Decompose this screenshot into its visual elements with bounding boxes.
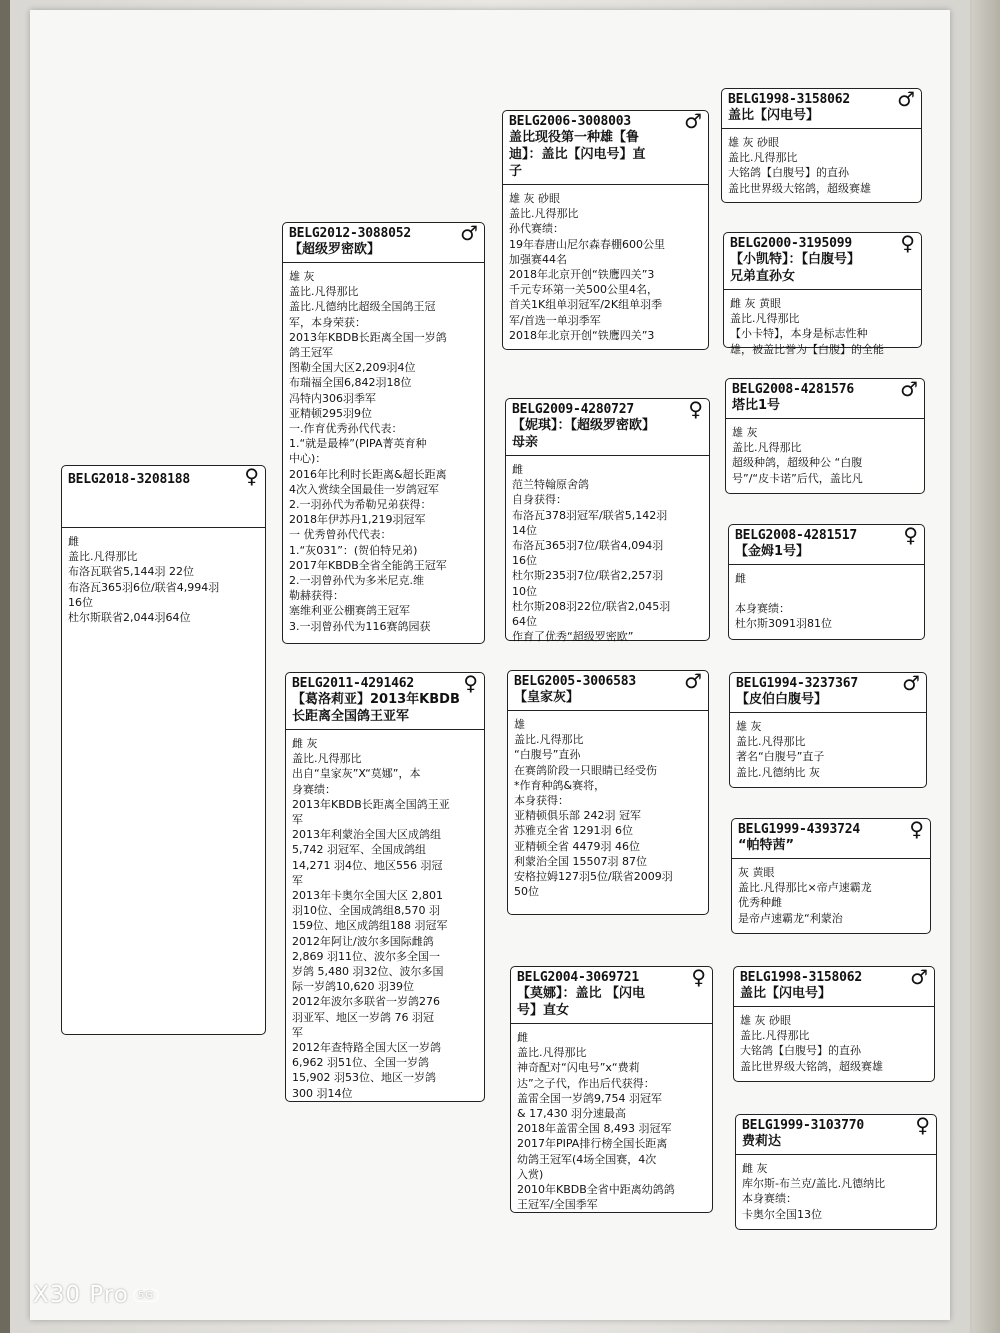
detail-line: 2013年KBDB长距离全国一岁鸽 <box>289 330 447 344</box>
detail-line: 入赏) <box>517 1167 544 1181</box>
card-details <box>722 129 921 202</box>
male-symbol-icon: ♂ <box>684 669 702 693</box>
card-header <box>724 233 921 290</box>
pedigree-card <box>729 672 927 788</box>
detail-line: 布洛瓦365羽6位/联省4,994羽 <box>68 580 220 594</box>
card-title-line: 【皮伯白腹号】 <box>736 692 828 707</box>
detail-line: 2013年卡奥尔全国大区 2,801 <box>292 889 443 903</box>
detail-line: 超级种鸽，超级种公 “白腹 <box>732 456 863 470</box>
detail-line: 雄 <box>514 718 525 731</box>
detail-line: 塞维利亚公棚赛鸽王冠军 <box>289 604 410 618</box>
card-title-line: 盖比现役第一种雄【鲁 <box>509 130 640 145</box>
detail-line: 苏雅克全省 1291羽 6位 <box>514 824 633 838</box>
detail-line: 2017年PIPA排行榜全国长距离 <box>517 1137 668 1151</box>
card-details <box>503 185 708 349</box>
detail-line: 优秀种雌 <box>738 896 782 910</box>
card-details <box>62 528 265 631</box>
detail-line: 雄，被盖比誉为【白腹】的全能 <box>730 342 884 356</box>
detail-line: 亚精顿俱乐部 242羽 冠军 <box>514 809 641 823</box>
detail-line: 军/首选一单羽季军 <box>509 313 601 327</box>
pedigree-card <box>510 966 713 1213</box>
detail-line: 雌 <box>512 463 523 476</box>
pedigree-card <box>502 110 709 350</box>
card-details <box>730 713 926 786</box>
card-header <box>508 671 708 711</box>
detail-line: 盖比.凡得那比×帝卢速霸龙 <box>738 881 872 895</box>
detail-line: 是帝卢速霸龙“利蒙治 <box>738 911 843 925</box>
card-details <box>286 730 484 1107</box>
card-title-line: 兄弟直孙女 <box>730 269 796 284</box>
card-title-line: 号】直女 <box>517 1003 570 1018</box>
detail-line: 盖比.凡得那比 <box>732 441 802 455</box>
detail-line: 雄 灰 砂眼 <box>740 1014 791 1027</box>
female-symbol-icon: ♀ <box>900 231 915 255</box>
female-symbol-icon: ♀ <box>903 523 918 547</box>
detail-line: 本身赛绩： <box>735 602 790 616</box>
detail-line: 盖比世界级大铭鸽，超级赛雄 <box>728 181 871 195</box>
detail-line: 布洛瓦联省5,144羽 22位 <box>68 565 194 579</box>
card-details <box>508 711 708 905</box>
card-title-line: 【葛洛莉亚】2013年KBDB <box>292 692 460 707</box>
detail-line: 2010年KBDB全省中距离幼鸽鸽 <box>517 1183 675 1197</box>
female-symbol-icon: ♀ <box>915 1113 930 1137</box>
detail-line: 16位 <box>512 554 537 568</box>
female-symbol-icon: ♀ <box>463 671 478 695</box>
detail-line: 亚精顿全省 4479羽 46位 <box>514 839 640 853</box>
male-symbol-icon: ♂ <box>910 965 928 989</box>
detail-line: 在赛鸽阶段一只眼睛已经受伤 <box>514 763 657 777</box>
detail-line: 5,742 羽冠军、全国成鸽组 <box>292 843 426 857</box>
detail-line: 一.作育优秀孙代代表： <box>289 422 403 436</box>
card-header <box>503 111 708 185</box>
card-title-line: 盖比【闪电号】 <box>728 108 820 123</box>
male-symbol-icon: ♂ <box>897 87 915 111</box>
detail-line: 雌 <box>735 572 746 585</box>
detail-line: 本身获得： <box>514 794 569 808</box>
detail-line: 64位 <box>512 615 537 629</box>
card-header <box>283 223 484 263</box>
detail-line: 1.“灰031”：(贺伯特兄弟) <box>289 543 418 557</box>
watermark-5g-badge: 5G <box>133 1289 159 1302</box>
pedigree-card <box>731 818 931 934</box>
card-title-line: 迪】：盖比【闪电号】直 <box>509 147 646 162</box>
card-details <box>736 1155 936 1228</box>
card-title-line: 【超级罗密欧】 <box>289 242 381 257</box>
detail-line: 盖比.凡得那比 <box>730 312 800 326</box>
pedigree-card <box>721 88 922 203</box>
detail-line: 2016年比利时长距离&超长距离 <box>289 467 447 481</box>
ring-number: BELG1999-4393724 <box>738 822 861 837</box>
card-details <box>734 1007 934 1080</box>
ring-number: BELG1998-3158062 <box>728 92 851 107</box>
detail-line: 159位、地区成鸽组188 羽冠军 <box>292 919 448 933</box>
ring-number: BELG2011-4291462 <box>292 676 415 691</box>
detail-line: 雌 灰 黄眼 <box>730 297 781 310</box>
card-title-line: 【莫娜】：盖比 【闪电 <box>517 986 646 1001</box>
detail-line: 雄 灰 <box>732 426 758 439</box>
detail-line: 大铭鸽【白腹号】的直孙 <box>740 1044 861 1058</box>
detail-line: 雌 灰 <box>742 1162 768 1175</box>
detail-line: 布瑞福全国6,842羽18位 <box>289 376 412 390</box>
detail-line: 孙代赛绩： <box>509 222 564 236</box>
detail-line: 羽10位、全国成鸽组8,570 羽 <box>292 904 440 918</box>
card-details <box>511 1024 712 1218</box>
detail-line: 军 <box>292 1025 303 1039</box>
detail-line: 一 优秀曾孙代代表： <box>289 528 392 542</box>
detail-line: 14位 <box>512 523 537 537</box>
detail-line: 雌 <box>517 1031 528 1044</box>
detail-line: 亚精顿295羽9位 <box>289 406 372 420</box>
detail-line: 盖比.凡得那比 <box>68 550 138 564</box>
card-title-line: 塔比1号 <box>732 398 781 413</box>
female-symbol-icon: ♀ <box>909 817 924 841</box>
detail-line: 雄 灰 <box>289 270 315 283</box>
detail-line: 著名“白腹号”直子 <box>736 750 825 764</box>
detail-line: 【小卡特】，本身是标志性种 <box>730 327 868 341</box>
detail-line: 加强赛44名 <box>509 252 567 266</box>
detail-line: 15,902 羽53位、地区一岁鸽 <box>292 1071 436 1085</box>
pedigree-card <box>735 1114 937 1230</box>
male-symbol-icon: ♂ <box>902 671 920 695</box>
card-header <box>726 379 924 419</box>
detail-line: 2013年利蒙治全国大区成鸽组 <box>292 828 441 842</box>
detail-line: 盖比.凡得那比 <box>289 285 359 299</box>
ring-number: BELG2008-4281517 <box>735 528 858 543</box>
pedigree-card <box>282 222 485 644</box>
card-title-line: “帕特茜” <box>738 838 795 853</box>
detail-line: 杜尔斯208羽22位/联省2,045羽 <box>512 599 671 613</box>
detail-line: 1.“就是最棒”(PIPA菁英育种 <box>289 437 427 451</box>
detail-line: 2018年伊苏丹1,219羽冠军 <box>289 513 426 527</box>
detail-line: 2018年北京开创“铁鹰四关”3 <box>509 268 655 282</box>
card-header <box>732 819 930 859</box>
detail-line: 盖比.凡得那比 <box>728 151 798 165</box>
detail-line: 300 羽14位 <box>292 1086 353 1100</box>
card-title-line: 费莉达 <box>742 1134 782 1149</box>
detail-line: 2.一羽孙代为希勒兄弟获得： <box>289 498 432 512</box>
detail-line: 身赛绩： <box>292 782 336 796</box>
card-header <box>286 673 484 730</box>
card-title-line: 【金姆1号】 <box>735 544 810 559</box>
card-header <box>511 967 712 1024</box>
detail-line: 神奇配对“闪电号”x“费莉 <box>517 1061 640 1075</box>
detail-line: 自身获得： <box>512 493 567 507</box>
detail-line: 雌 灰 <box>292 737 318 750</box>
female-symbol-icon: ♀ <box>244 464 259 488</box>
detail-line: 本身赛绩： <box>742 1192 797 1206</box>
card-title-line: 【皇家灰】 <box>514 690 580 705</box>
detail-line: 布洛瓦365羽7位/联省4,094羽 <box>512 539 664 553</box>
detail-line: 3.一羽曾孙代为116赛鸽园获 <box>289 619 431 633</box>
card-title-line: 母亲 <box>512 435 539 450</box>
male-symbol-icon: ♂ <box>460 221 478 245</box>
pedigree-card <box>733 966 935 1082</box>
ring-number: BELG1994-3237367 <box>736 676 859 691</box>
card-title-line: 子 <box>509 164 523 179</box>
watermark-brand: X30 Pro <box>33 1282 129 1308</box>
detail-line: 6,962 羽51位、全国一岁鸽 <box>292 1056 429 1070</box>
detail-line: 灰 黄眼 <box>738 866 775 879</box>
pedigree-card <box>725 378 925 494</box>
detail-line: 中心)： <box>289 452 327 466</box>
card-header <box>736 1115 936 1155</box>
card-details <box>724 290 921 363</box>
ring-number: BELG2012-3088052 <box>289 226 412 241</box>
pedigree-card <box>505 397 710 644</box>
detail-line: 岁鸽 5,480 羽32位、波尔多国 <box>292 965 444 979</box>
detail-line: 际一岁鸽10,620 羽39位 <box>292 980 414 994</box>
detail-line: 达”之子代，作出后代获得： <box>517 1076 655 1090</box>
detail-line: 2017年KBDB全省全能鸽王冠军 <box>289 558 447 572</box>
detail-line: 雄 灰 <box>736 720 762 733</box>
detail-line: 幼鸽王冠军(4场全国赛，4次 <box>517 1152 657 1166</box>
pedigree-card <box>507 670 709 915</box>
detail-line: 勒赫获得： <box>289 589 344 603</box>
female-symbol-icon: ♀ <box>688 397 703 421</box>
pedigree-card <box>723 231 922 356</box>
detail-line: 盖比.凡得那比 <box>292 752 362 766</box>
card-title-line: 盖比【闪电号】 <box>740 986 832 1001</box>
detail-line: 14,271 羽4位、地区556 羽冠 <box>292 858 443 872</box>
detail-line: 羽亚军、地区一岁鸽 76 羽冠 <box>292 1010 434 1024</box>
detail-line: 盖比.凡得那比 <box>517 1046 587 1060</box>
detail-line: 首关1K组单羽冠军/2K组单羽季 <box>509 298 663 312</box>
detail-line: 2013年KBDB长距离全国鸽王亚 <box>292 797 450 811</box>
detail-line: “白腹号”直孙 <box>514 748 581 762</box>
detail-line: 2012年阿让/波尔多国际雌鸽 <box>292 934 434 948</box>
detail-line: 军 <box>292 813 303 827</box>
detail-line: 布洛瓦378羽冠军/联省5,142羽 <box>512 508 668 522</box>
detail-line: 卡奥尔全国13位 <box>742 1207 822 1221</box>
card-title-line: 【妮琪】：【超级罗密欧】 <box>512 418 656 433</box>
detail-line: 利蒙治全国 15507羽 87位 <box>514 854 647 868</box>
detail-line: 盖比.凡得那比 <box>514 733 584 747</box>
detail-line: 盖比世界级大铭鸽，超级赛雄 <box>740 1059 883 1073</box>
pedigree-card <box>61 465 266 1035</box>
detail-line: 2018年盖雷全国 8,493 羽冠军 <box>517 1122 672 1136</box>
detail-line: 雄 灰 砂眼 <box>728 136 779 149</box>
detail-line: 盖比.凡得那比 <box>509 207 579 221</box>
detail-line: 鸽王冠军 <box>289 346 333 360</box>
detail-line <box>735 586 918 601</box>
ring-number: BELG2008-4281576 <box>732 382 855 397</box>
ring-number: BELG1999-3103770 <box>742 1118 865 1133</box>
card-details <box>506 456 709 650</box>
detail-line: 库尔斯-布兰克/盖比.凡德纳比 <box>742 1177 886 1191</box>
detail-line: & 17,430 羽分速最高 <box>517 1107 627 1121</box>
detail-line: 50位 <box>514 885 539 899</box>
detail-line: 图勒全国大区2,209羽4位 <box>289 361 416 375</box>
detail-line: 号”/“皮卡诺”后代，盖比凡 <box>732 471 863 485</box>
ring-number: BELG1998-3158062 <box>740 970 863 985</box>
detail-line: 千元专环第一关500公里4名， <box>509 283 658 297</box>
detail-line: 范兰特翰原舍鸽 <box>512 478 589 492</box>
detail-line: 杜尔斯3091羽81位 <box>735 617 832 631</box>
pedigree-card <box>728 524 925 640</box>
card-header <box>729 525 924 565</box>
ring-number: BELG2005-3006583 <box>514 674 637 689</box>
detail-line: 4次入赏续全国最佳一岁鸽冠军 <box>289 482 439 496</box>
ring-number: BELG2018-3208188 <box>68 472 191 487</box>
detail-line: 作育了优秀“超级罗密欧” <box>512 630 634 644</box>
card-details <box>729 565 924 638</box>
card-title-line: 长距离全国鸽王亚军 <box>292 709 410 724</box>
card-title-line: 【小凯特】：【白腹号】 <box>730 252 861 267</box>
card-header <box>722 89 921 129</box>
detail-line: 王冠军/全国季军 <box>517 1198 598 1212</box>
card-header <box>734 967 934 1007</box>
detail-line: 2012年查特路全国大区一岁鸽 <box>292 1041 441 1055</box>
detail-line: 2,869 羽11位、波尔多全国一 <box>292 949 440 963</box>
detail-line: 雄 灰 砂眼 <box>509 192 560 205</box>
card-details <box>732 859 930 932</box>
detail-line: 10位 <box>512 584 537 598</box>
pedigree-card <box>285 672 485 1102</box>
detail-line: *作育种鸽&赛将， <box>514 778 606 792</box>
male-symbol-icon: ♂ <box>900 377 918 401</box>
detail-line: 盖比.凡德纳比超级全国鸽王冠 <box>289 300 436 314</box>
detail-line: 2012年波尔多联省一岁鸽276 <box>292 995 440 1009</box>
ring-number: BELG2000-3195099 <box>730 236 853 251</box>
card-details <box>283 263 484 640</box>
detail-line: 军，本身荣获： <box>289 315 366 329</box>
card-header <box>506 399 709 456</box>
detail-line: 冯特内306羽季军 <box>289 391 376 405</box>
detail-line: 盖比.凡得那比 <box>736 735 806 749</box>
detail-line: 军 <box>292 873 303 887</box>
detail-line: 19年春唐山尼尔森春棚600公里 <box>509 237 665 251</box>
card-details <box>726 419 924 492</box>
detail-line: 杜尔斯235羽7位/联省2,257羽 <box>512 569 664 583</box>
detail-line: 杜尔斯联省2,044羽64位 <box>68 611 191 625</box>
camera-watermark <box>33 1282 159 1308</box>
ring-number: BELG2004-3069721 <box>517 970 640 985</box>
female-symbol-icon: ♀ <box>691 965 706 989</box>
detail-line: 雌 <box>68 535 79 548</box>
detail-line: 出自“皇家灰”X“莫娜”，本 <box>292 767 421 781</box>
card-header <box>730 673 926 713</box>
detail-line: 安格拉姆127羽5位/联省2009羽 <box>514 870 673 884</box>
detail-line: 2.一羽曾孙代为多米尼克.维 <box>289 574 424 588</box>
detail-line: 2018年北京开创“铁鹰四关”3 <box>509 328 655 342</box>
detail-line: 盖比.凡得那比 <box>740 1029 810 1043</box>
ring-number: BELG2009-4280727 <box>512 402 635 417</box>
male-symbol-icon: ♂ <box>684 109 702 133</box>
detail-line: 盖比.凡德纳比 灰 <box>736 765 820 779</box>
detail-line: 大铭鸽【白腹号】的直孙 <box>728 166 849 180</box>
card-header <box>62 466 265 528</box>
ring-number: BELG2006-3008003 <box>509 114 632 129</box>
detail-line: 盖雷全国一岁鸽9,754 羽冠军 <box>517 1091 662 1105</box>
detail-line: 16位 <box>68 595 93 609</box>
